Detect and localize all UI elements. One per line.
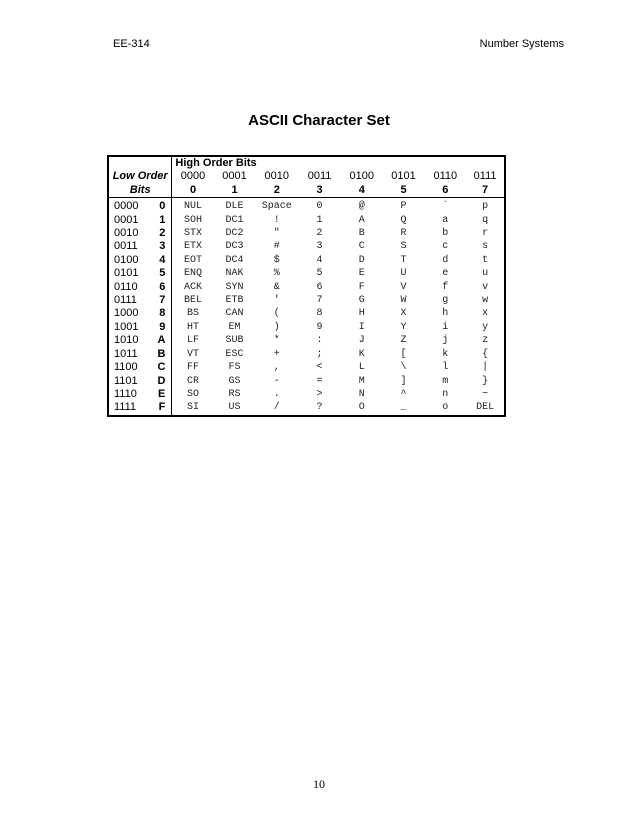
- low-order-hex: F: [149, 401, 172, 415]
- char-cell: n: [442, 388, 449, 400]
- char-cell: DC2: [225, 228, 244, 240]
- char-cell: =: [316, 375, 323, 387]
- char-cell: $: [273, 254, 280, 266]
- low-order-binary: 1110: [114, 387, 137, 400]
- char-cell: NAK: [225, 268, 244, 280]
- header-row-hex: [108, 184, 505, 198]
- char-cell: ETB: [225, 295, 244, 307]
- char-cell: EOT: [184, 254, 203, 266]
- char-cell: ): [273, 321, 280, 333]
- char-cell: ?: [316, 402, 323, 414]
- char-cell: m: [442, 375, 449, 387]
- char-cell: P: [400, 201, 407, 213]
- high-order-binary: 0010: [264, 170, 290, 183]
- char-cell: O: [358, 402, 365, 414]
- char-cell: DC4: [225, 254, 244, 266]
- table-row: [108, 334, 505, 347]
- header-row-title: [108, 156, 505, 170]
- char-cell: J: [358, 335, 365, 347]
- char-cell: Space: [261, 201, 292, 213]
- table-row: [108, 388, 505, 401]
- high-order-binary: 0110: [433, 170, 458, 183]
- char-cell: @: [358, 201, 365, 213]
- bits-label: Bits: [108, 184, 172, 198]
- char-cell: f: [442, 281, 449, 293]
- char-cell: o: [442, 402, 449, 414]
- table-row: [108, 294, 505, 307]
- low-order-binary: 1011: [114, 347, 138, 360]
- high-order-binary: 0000: [180, 170, 206, 183]
- char-cell: E: [358, 268, 365, 280]
- char-cell: DLE: [225, 201, 244, 213]
- char-cell: F: [358, 281, 365, 293]
- high-order-hex: 7: [466, 184, 505, 198]
- high-order-label: High Order Bits: [175, 157, 257, 169]
- char-cell: ^: [400, 388, 407, 400]
- char-cell: {: [482, 348, 489, 360]
- low-order-hex: 9: [149, 321, 172, 334]
- char-cell: DC3: [225, 241, 244, 253]
- table-row: [108, 375, 505, 388]
- char-cell: W: [400, 295, 407, 307]
- low-order-hex: B: [149, 348, 172, 361]
- char-cell: <: [316, 362, 323, 374]
- char-cell: V: [400, 281, 407, 293]
- char-cell: BEL: [184, 295, 203, 307]
- char-cell: D: [358, 254, 365, 266]
- char-cell: ': [273, 295, 280, 307]
- char-cell: Z: [400, 335, 407, 347]
- low-order-binary: 1101: [114, 374, 138, 387]
- char-cell: RS: [228, 388, 241, 400]
- char-cell: p: [482, 201, 489, 213]
- high-order-hex: 1: [214, 184, 256, 198]
- char-cell: I: [358, 321, 365, 333]
- char-cell: r: [482, 228, 489, 240]
- table-row: [108, 321, 505, 334]
- char-cell: h: [442, 308, 449, 320]
- low-order-label: Low Order: [108, 170, 172, 183]
- char-cell: CR: [187, 375, 200, 387]
- char-cell: /: [273, 402, 280, 414]
- table-row: [108, 401, 505, 415]
- char-cell: B: [358, 228, 365, 240]
- char-cell: d: [442, 254, 449, 266]
- low-order-hex: D: [149, 375, 172, 388]
- char-cell: x: [482, 308, 489, 320]
- char-cell: 7: [316, 295, 323, 307]
- low-order-binary: 1010: [114, 334, 139, 347]
- low-order-hex: 5: [149, 267, 172, 280]
- table-row: [108, 240, 505, 253]
- table-row: [108, 267, 505, 280]
- high-order-hex: 4: [341, 184, 383, 198]
- char-cell: l: [442, 362, 449, 374]
- char-cell: g: [442, 295, 449, 307]
- char-cell: SYN: [225, 281, 244, 293]
- char-cell: T: [400, 254, 407, 266]
- low-order-hex: 3: [149, 240, 172, 253]
- char-cell: CAN: [225, 308, 244, 320]
- char-cell: NUL: [184, 201, 203, 213]
- char-cell: ESC: [225, 348, 244, 360]
- high-order-binary: 0001: [222, 170, 247, 183]
- char-cell: 9: [316, 321, 323, 333]
- low-order-binary: 0110: [114, 280, 138, 293]
- char-cell: M: [358, 375, 365, 387]
- char-cell: BS: [187, 308, 200, 320]
- char-cell: b: [442, 228, 449, 240]
- low-order-binary: 1000: [114, 307, 139, 320]
- char-cell: *: [273, 335, 280, 347]
- char-cell: v: [482, 281, 489, 293]
- char-cell: ~: [482, 388, 489, 400]
- char-cell: SOH: [184, 214, 203, 226]
- char-cell: z: [482, 335, 489, 347]
- char-cell: ETX: [184, 241, 203, 253]
- char-cell: STX: [184, 228, 203, 240]
- table-row: [108, 307, 505, 320]
- char-cell: U: [400, 268, 407, 280]
- char-cell: FF: [187, 362, 200, 374]
- char-cell: SI: [187, 402, 200, 414]
- low-order-binary: 0100: [114, 253, 139, 266]
- header-row-binary: [108, 170, 505, 183]
- high-order-binary: 0100: [349, 170, 375, 183]
- char-cell: &: [273, 281, 280, 293]
- char-cell: k: [442, 348, 449, 360]
- page-title: ASCII Character Set: [248, 112, 390, 129]
- char-cell: j: [442, 335, 449, 347]
- low-order-binary: 1100: [114, 361, 138, 374]
- char-cell: C: [358, 241, 365, 253]
- char-cell: u: [482, 268, 489, 280]
- char-cell: _: [400, 402, 407, 414]
- low-order-hex: 6: [149, 281, 172, 294]
- low-order-hex: 4: [149, 254, 172, 267]
- char-cell: SUB: [225, 335, 244, 347]
- low-order-hex: C: [149, 361, 172, 374]
- table-row: [108, 214, 505, 227]
- char-cell: K: [358, 348, 365, 360]
- low-order-binary: 0101: [114, 267, 139, 280]
- char-cell: ;: [316, 348, 323, 360]
- low-order-hex: 7: [149, 294, 172, 307]
- low-order-hex: E: [149, 388, 172, 401]
- char-cell: `: [442, 201, 449, 213]
- char-cell: R: [400, 228, 407, 240]
- char-cell: %: [273, 268, 280, 280]
- char-cell: LF: [187, 335, 200, 347]
- char-cell: DC1: [225, 214, 244, 226]
- char-cell: ,: [273, 362, 280, 374]
- header-course: EE-314: [113, 38, 150, 50]
- char-cell: S: [400, 241, 407, 253]
- char-cell: 6: [316, 281, 323, 293]
- char-cell: s: [482, 241, 489, 253]
- table-row: [108, 281, 505, 294]
- char-cell: :: [316, 335, 323, 347]
- char-cell: ENQ: [184, 268, 203, 280]
- low-order-binary: 0111: [114, 294, 137, 307]
- low-order-hex: 2: [149, 227, 172, 240]
- char-cell: w: [482, 295, 489, 307]
- high-order-binary: 0111: [473, 170, 497, 183]
- char-cell: ": [273, 228, 280, 240]
- char-cell: #: [273, 241, 280, 253]
- char-cell: !: [273, 214, 280, 226]
- char-cell: L: [358, 362, 365, 374]
- char-cell: SO: [187, 388, 200, 400]
- char-cell: FS: [228, 362, 241, 374]
- char-cell: A: [358, 214, 365, 226]
- char-cell: c: [442, 241, 449, 253]
- char-cell: \: [400, 362, 407, 374]
- char-cell: [: [400, 348, 407, 360]
- char-cell: 5: [316, 268, 323, 280]
- char-cell: X: [400, 308, 407, 320]
- char-cell: i: [442, 321, 449, 333]
- high-order-hex: 6: [424, 184, 466, 198]
- char-cell: ACK: [184, 281, 203, 293]
- high-order-binary: 0011: [307, 170, 332, 183]
- table-row: [108, 361, 505, 374]
- char-cell: ]: [400, 375, 407, 387]
- low-order-binary: 0000: [114, 200, 139, 213]
- high-order-hex: 2: [255, 184, 298, 198]
- char-cell: HT: [187, 321, 200, 333]
- char-cell: e: [442, 268, 449, 280]
- char-cell: Y: [400, 321, 407, 333]
- char-cell: G: [358, 295, 365, 307]
- low-order-binary: 0001: [114, 213, 139, 226]
- table-row: [108, 227, 505, 240]
- char-cell: +: [273, 348, 280, 360]
- low-order-hex: 8: [149, 307, 172, 320]
- char-cell: }: [482, 375, 489, 387]
- char-cell: 8: [316, 308, 323, 320]
- char-cell: VT: [187, 348, 200, 360]
- char-cell: |: [482, 362, 489, 374]
- table-row: [108, 254, 505, 267]
- char-cell: 3: [316, 241, 323, 253]
- char-cell: (: [273, 308, 280, 320]
- low-order-hex: 0: [149, 198, 172, 214]
- char-cell: y: [482, 321, 489, 333]
- header-topic: Number Systems: [479, 38, 564, 50]
- low-order-binary: 1111: [114, 401, 137, 414]
- char-cell: -: [273, 375, 280, 387]
- char-cell: N: [358, 388, 365, 400]
- char-cell: GS: [228, 375, 241, 387]
- low-order-hex: A: [149, 334, 172, 347]
- table-row: [108, 348, 505, 361]
- char-cell: Q: [400, 214, 407, 226]
- char-cell: q: [482, 214, 489, 226]
- low-order-binary: 1001: [114, 320, 139, 333]
- high-order-hex: 5: [383, 184, 425, 198]
- char-cell: H: [358, 308, 365, 320]
- table-row: [108, 198, 505, 214]
- low-order-binary: 0011: [114, 240, 138, 253]
- char-cell: 2: [316, 228, 323, 240]
- high-order-binary: 0101: [391, 170, 416, 183]
- char-cell: 0: [316, 201, 323, 213]
- char-cell: 1: [316, 214, 323, 226]
- low-order-hex: 1: [149, 214, 172, 227]
- char-cell: EM: [228, 321, 241, 333]
- char-cell: 4: [316, 254, 323, 266]
- low-order-binary: 0010: [114, 227, 139, 240]
- char-cell: a: [442, 214, 449, 226]
- ascii-table: [107, 155, 506, 417]
- high-order-hex: 3: [298, 184, 341, 198]
- high-order-hex: 0: [172, 184, 214, 198]
- char-cell: US: [228, 402, 241, 414]
- char-cell: >: [316, 388, 323, 400]
- char-cell: .: [273, 388, 280, 400]
- char-cell: t: [482, 254, 489, 266]
- char-cell: DEL: [476, 402, 495, 414]
- page-number: 10: [313, 777, 325, 791]
